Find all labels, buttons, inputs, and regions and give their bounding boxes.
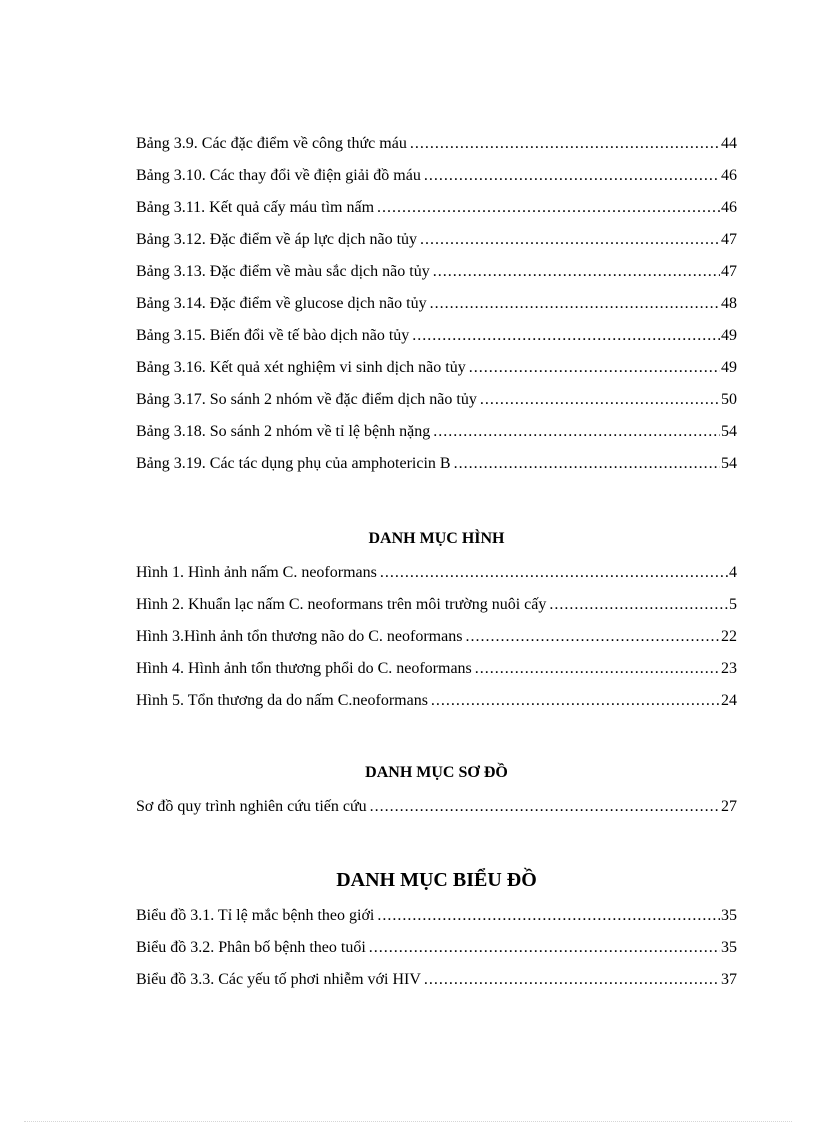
entry-label: Bảng 3.17. So sánh 2 nhóm về đặc điểm dịch não tủy bbox=[136, 391, 477, 408]
entry-page-number: 49 bbox=[721, 359, 737, 376]
entry-label: Bảng 3.16. Kết quả xét nghiệm vi sinh dịch não tủy bbox=[136, 359, 466, 376]
toc-entry-figure-5 bbox=[136, 685, 737, 717]
figure-list bbox=[136, 557, 737, 717]
toc-entry-table-3-16 bbox=[136, 352, 737, 384]
entry-page-number: 35 bbox=[721, 939, 737, 956]
dot-leader bbox=[475, 653, 720, 685]
toc-entry-table-3-11 bbox=[136, 192, 737, 224]
entry-label: Biểu đồ 3.2. Phân bố bệnh theo tuổi bbox=[136, 939, 366, 956]
entry-page-number: 44 bbox=[721, 135, 737, 152]
dot-leader bbox=[420, 224, 720, 256]
entry-label: Hình 3.Hình ảnh tổn thương não do C. neoformans bbox=[136, 628, 463, 645]
toc-entry-table-3-15 bbox=[136, 320, 737, 352]
entry-page-number: 47 bbox=[721, 231, 737, 248]
page-bottom-divider bbox=[24, 1121, 792, 1122]
entry-label: Bảng 3.13. Đặc điểm về màu sắc dịch não tủy bbox=[136, 263, 430, 280]
entry-label: Bảng 3.15. Biến đổi về tế bào dịch não tủy bbox=[136, 327, 410, 344]
entry-label: Bảng 3.9. Các đặc điểm về công thức máu bbox=[136, 135, 407, 152]
entry-label: Bảng 3.19. Các tác dụng phụ của amphotericin B bbox=[136, 455, 451, 472]
chart-list bbox=[136, 900, 737, 996]
entry-page-number: 54 bbox=[721, 455, 737, 472]
dot-leader bbox=[430, 288, 720, 320]
toc-entry-figure-4 bbox=[136, 653, 737, 685]
entry-label: Biểu đồ 3.3. Các yếu tố phơi nhiễm với HIV bbox=[136, 971, 421, 988]
dot-leader bbox=[431, 685, 720, 717]
entry-label: Biểu đồ 3.1. Tỉ lệ mắc bệnh theo giới bbox=[136, 907, 375, 924]
entry-page-number: 46 bbox=[721, 167, 737, 184]
entry-label: Hình 5. Tổn thương da do nấm C.neoformans bbox=[136, 692, 428, 709]
entry-label: Bảng 3.11. Kết quả cấy máu tìm nấm bbox=[136, 199, 375, 216]
dot-leader bbox=[549, 589, 728, 621]
toc-entry-table-3-12 bbox=[136, 224, 737, 256]
dot-leader bbox=[454, 448, 720, 480]
entry-page-number: 24 bbox=[721, 692, 737, 709]
entry-label: Sơ đồ quy trình nghiên cứu tiến cứu bbox=[136, 798, 367, 815]
entry-page-number: 23 bbox=[721, 660, 737, 677]
entry-page-number: 49 bbox=[721, 327, 737, 344]
diagrams-heading: DANH MỤC SƠ ĐỒ bbox=[365, 764, 508, 781]
entry-page-number: 4 bbox=[729, 564, 737, 581]
dot-leader bbox=[412, 320, 720, 352]
dot-leader bbox=[370, 791, 720, 823]
toc-entry-table-3-10 bbox=[136, 160, 737, 192]
dot-leader bbox=[410, 128, 720, 160]
toc-entry-table-3-13 bbox=[136, 256, 737, 288]
dot-leader bbox=[433, 256, 720, 288]
toc-entry-figure-1 bbox=[136, 557, 737, 589]
toc-entry-table-3-18 bbox=[136, 416, 737, 448]
entry-label: Bảng 3.18. So sánh 2 nhóm về tỉ lệ bệnh nặng bbox=[136, 423, 431, 440]
dot-leader bbox=[380, 557, 728, 589]
dot-leader bbox=[377, 192, 720, 224]
entry-label: Bảng 3.10. Các thay đổi về điện giải đồ máu bbox=[136, 167, 421, 184]
toc-entry-figure-3 bbox=[136, 621, 737, 653]
toc-entry-table-3-14 bbox=[136, 288, 737, 320]
dot-leader bbox=[465, 621, 720, 653]
toc-entry-chart-3-2 bbox=[136, 932, 737, 964]
entry-label: Hình 4. Hình ảnh tổn thương phổi do C. neoformans bbox=[136, 660, 472, 677]
entry-label: Hình 1. Hình ảnh nấm C. neoformans bbox=[136, 564, 377, 581]
toc-entry-table-3-19 bbox=[136, 448, 737, 480]
entry-page-number: 48 bbox=[721, 295, 737, 312]
entry-page-number: 35 bbox=[721, 907, 737, 924]
figures-heading: DANH MỤC HÌNH bbox=[368, 530, 505, 547]
charts-heading: DANH MỤC BIỂU ĐỒ bbox=[336, 869, 537, 891]
diagram-list bbox=[136, 791, 737, 823]
dot-leader bbox=[369, 932, 720, 964]
entry-page-number: 5 bbox=[729, 596, 737, 613]
dot-leader bbox=[469, 352, 720, 384]
toc-entry-table-3-9 bbox=[136, 128, 737, 160]
dot-leader bbox=[433, 416, 720, 448]
entry-label: Hình 2. Khuẩn lạc nấm C. neoformans trên môi trường nuôi cấy bbox=[136, 596, 547, 613]
dot-leader bbox=[480, 384, 720, 416]
dot-leader bbox=[424, 964, 720, 996]
toc-entry-chart-3-3 bbox=[136, 964, 737, 996]
entry-page-number: 22 bbox=[721, 628, 737, 645]
entry-page-number: 50 bbox=[721, 391, 737, 408]
toc-entry-table-3-17 bbox=[136, 384, 737, 416]
dot-leader bbox=[424, 160, 720, 192]
table-list bbox=[136, 128, 737, 480]
dot-leader bbox=[377, 900, 720, 932]
entry-page-number: 37 bbox=[721, 971, 737, 988]
toc-entry-figure-2 bbox=[136, 589, 737, 621]
entry-label: Bảng 3.12. Đặc điểm về áp lực dịch não tủy bbox=[136, 231, 418, 248]
entry-label: Bảng 3.14. Đặc điểm về glucose dịch não tủy bbox=[136, 295, 427, 312]
entry-page-number: 47 bbox=[721, 263, 737, 280]
toc-entry-chart-3-1 bbox=[136, 900, 737, 932]
entry-page-number: 27 bbox=[721, 798, 737, 815]
entry-page-number: 46 bbox=[721, 199, 737, 216]
toc-entry-diagram-1 bbox=[136, 791, 737, 823]
entry-page-number: 54 bbox=[721, 423, 737, 440]
